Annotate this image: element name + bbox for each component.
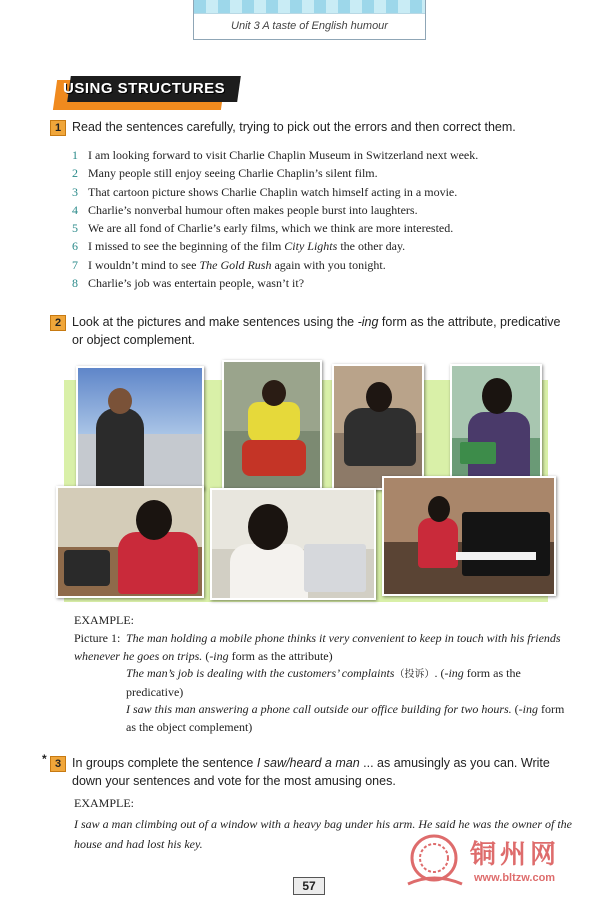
chinese-gloss: （投诉） xyxy=(394,669,435,680)
example-line-1 xyxy=(74,630,574,665)
sentence-number: 8 xyxy=(72,276,78,291)
example-sentence-2: The man’s job is dealing with the customers’ complaints xyxy=(126,666,395,680)
sentence-number: 5 xyxy=(72,221,78,236)
task-3-instruction xyxy=(72,754,575,790)
task-1 xyxy=(50,118,575,136)
film-title: City Lights xyxy=(284,239,338,254)
section-banner xyxy=(55,76,240,110)
sentence-item xyxy=(72,256,572,274)
task-number-3: 3 xyxy=(50,756,66,772)
watermark-name: 铜州网 xyxy=(470,840,561,870)
task-3 xyxy=(42,752,575,790)
instruction-text: In groups complete the sentence xyxy=(72,756,257,770)
photo-girl-squatting xyxy=(222,360,322,490)
task-1-instruction: Read the sentences carefully, trying to pick out the errors and then correct them. xyxy=(72,120,516,134)
note-text: form as the object complement) xyxy=(126,702,565,734)
photo-student-sitting xyxy=(332,364,424,490)
sentence-item xyxy=(72,146,572,164)
sentence-item xyxy=(72,164,572,182)
note-text: form as the attribute) xyxy=(228,648,333,663)
film-title: The Gold Rush xyxy=(199,257,272,272)
example-sentence-1: The man holding a mobile phone thinks it very convenient to keep in touch with his friends whenever he goes on trips. xyxy=(74,631,561,663)
section-title: USING STRUCTURES xyxy=(63,80,226,97)
sentence-item xyxy=(72,274,572,292)
photo-girl-with-laptop xyxy=(210,488,376,600)
sentence-number: 6 xyxy=(72,239,78,254)
photo-girl-at-computer xyxy=(56,486,204,598)
task-number-1: 1 xyxy=(50,120,66,136)
unit-title: Unit 3 A taste of English humour xyxy=(231,20,388,32)
note-ing: -ing xyxy=(209,648,229,663)
photo-collage-panel xyxy=(64,380,548,602)
instruction-text: Look at the pictures and make sentences using the xyxy=(72,315,358,329)
sentence-number: 1 xyxy=(72,148,78,162)
instruction-italic: I saw/heard a man xyxy=(256,756,360,770)
task-3-example: I saw a man climbing out of a window with a heavy bag under his arm. He said he was the owner of the house and had lost his key. xyxy=(74,817,572,851)
note-ing: -ing xyxy=(518,702,539,716)
sentence-item xyxy=(72,201,572,219)
task-2-instruction xyxy=(72,313,575,349)
sentence-text: That cartoon picture shows Charlie Chaplin watch himself acting in a movie. xyxy=(88,184,458,199)
sentence-item xyxy=(72,237,572,255)
example-sentence-3: I saw this man answering a phone call outside our office building for two hours. xyxy=(126,702,512,716)
note-open: ( xyxy=(202,648,210,663)
picture-label: Picture 1: xyxy=(74,631,121,645)
task-2-example xyxy=(74,630,574,736)
sentence-text: Charlie’s job was entertain people, wasn’t it? xyxy=(88,276,305,291)
sentence-text: Charlie’s nonverbal humour often makes people burst into laughters. xyxy=(88,202,418,217)
note-text: form as the predicative) xyxy=(126,666,521,699)
sentence-number: 3 xyxy=(72,184,78,199)
task-2 xyxy=(50,313,575,349)
sentence-number: 7 xyxy=(72,257,78,272)
sentence-text-end: the other day. xyxy=(337,239,406,254)
page-number: 57 xyxy=(293,877,325,895)
sentence-item xyxy=(72,219,572,237)
sentence-item xyxy=(72,183,572,201)
photo-man-on-phone xyxy=(76,366,204,490)
sentence-text: I am looking forward to visit Charlie Chaplin Museum in Switzerland next week. xyxy=(88,148,479,162)
header-wave-decoration xyxy=(194,0,425,14)
instruction-text-end: form as the attribute, predicative or object complement. xyxy=(72,315,561,347)
task-number-2: 2 xyxy=(50,315,66,331)
sentence-text: I wouldn’t mind to see xyxy=(88,257,200,272)
instruction-ing: -ing xyxy=(357,315,379,329)
watermark-seal-icon xyxy=(404,832,466,892)
note-open: . ( xyxy=(434,666,445,680)
site-watermark xyxy=(404,832,604,894)
sentence-text: Many people still enjoy seeing Charlie Chaplin’s silent film. xyxy=(88,166,378,181)
optional-star: * xyxy=(42,752,47,766)
task-2-example-label: EXAMPLE: xyxy=(74,613,134,627)
unit-header-tab xyxy=(193,0,426,40)
example-line-2 xyxy=(74,665,574,701)
note-open: ( xyxy=(511,702,519,716)
sentence-text: We are all fond of Charlie’s early films, which we think are more interested. xyxy=(88,221,454,236)
note-ing: -ing xyxy=(444,666,464,680)
sentence-text: I missed to see the beginning of the film xyxy=(88,239,285,254)
example-line-3 xyxy=(74,701,574,736)
instruction-text-end: ... as amusingly as you can. Write down your sentences and vote for the most amusing ones. xyxy=(72,756,550,788)
sentence-number: 4 xyxy=(72,202,78,217)
sentence-number: 2 xyxy=(72,166,78,181)
photo-girl-playing-piano xyxy=(382,476,556,596)
task-3-example-label: EXAMPLE: xyxy=(74,796,134,810)
watermark-url: www.bltzw.com xyxy=(474,872,556,884)
sentence-text-end: again with you tonight. xyxy=(271,257,386,272)
error-sentence-list xyxy=(72,146,572,292)
